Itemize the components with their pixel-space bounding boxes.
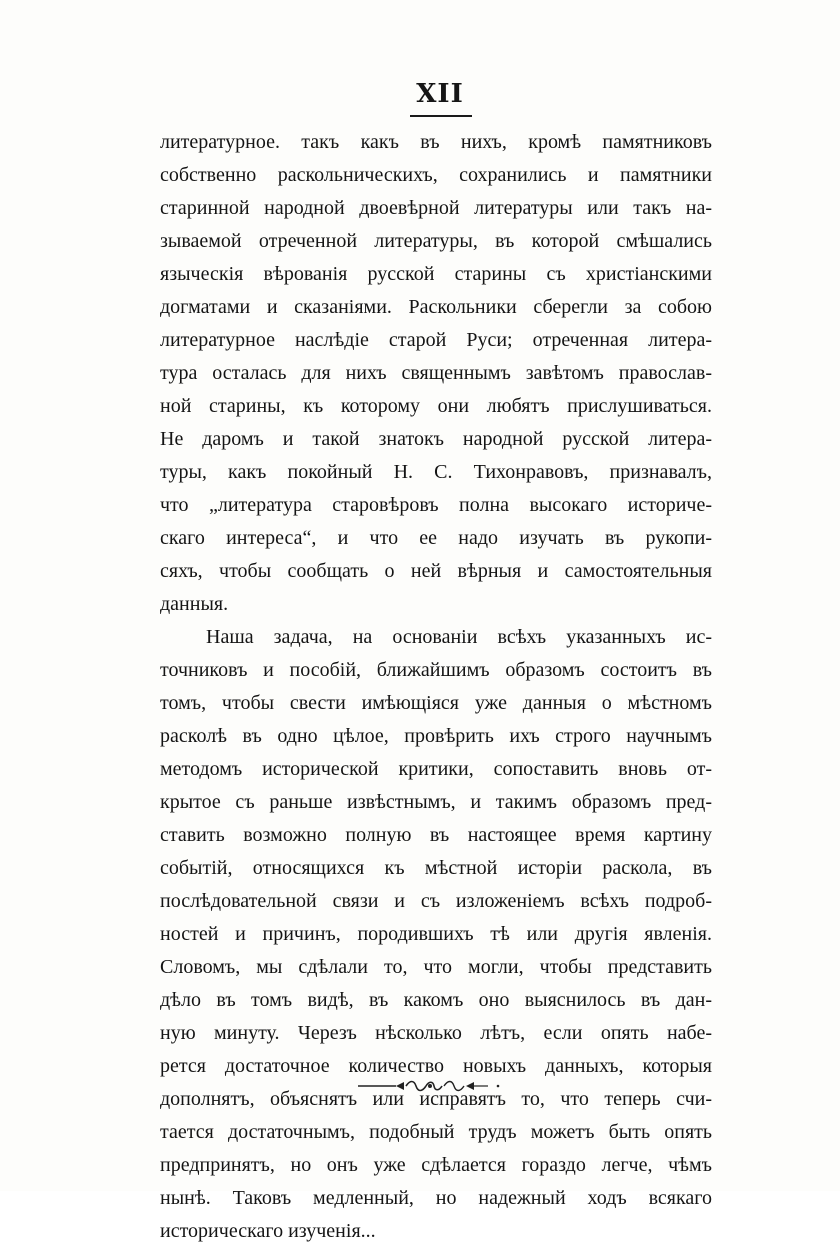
text-line: ставить возможно полную въ настоящее время картину bbox=[160, 824, 712, 846]
text-line: языческія вѣрованія русской старины съ христіанскими bbox=[160, 263, 712, 285]
text-line: томъ, чтобы свести имѣющіяся уже данныя о мѣстномъ bbox=[160, 692, 712, 714]
text-line: методомъ исторической критики, сопоставить вновь от- bbox=[160, 758, 712, 780]
text-line: дѣло въ томъ видѣ, въ какомъ оно выяснилось въ дан- bbox=[160, 989, 712, 1011]
text-line: историческаго изученія... bbox=[160, 1220, 376, 1242]
text-line: событій, относящихся къ мѣстной исторіи раскола, въ bbox=[160, 857, 712, 879]
text-line: расколѣ въ одно цѣлое, провѣрить ихъ строго научнымъ bbox=[160, 725, 712, 747]
text-line: Наша задача, на основаніи всѣхъ указанныхъ ис- bbox=[206, 626, 712, 648]
page-number-underline bbox=[410, 115, 472, 117]
paragraph bbox=[160, 126, 712, 621]
text-line: тается достаточнымъ, подобный трудъ можетъ быть опять bbox=[160, 1121, 712, 1143]
text-line: послѣдовательной связи и съ изложеніемъ всѣхъ подроб- bbox=[160, 890, 712, 912]
text-line: сяхъ, чтобы сообщать о ней вѣрныя и самостоятельныя bbox=[160, 560, 712, 582]
text-line: что „литература старовѣровъ полна высокаго историче- bbox=[160, 494, 712, 516]
text-line: собственно раскольническихъ, сохранились и памятники bbox=[160, 164, 712, 186]
text-line: Словомъ, мы сдѣлали то, что могли, чтобы представить bbox=[160, 956, 712, 978]
text-line: данныя. bbox=[160, 593, 229, 615]
text-line: ную минуту. Черезъ нѣсколько лѣтъ, если опять набе- bbox=[160, 1022, 712, 1044]
paragraph bbox=[160, 621, 712, 1248]
text-line: зываемой отреченной литературы, въ которой смѣшались bbox=[160, 230, 712, 252]
text-line: старинной народной двоевѣрной литературы или такъ на- bbox=[160, 197, 712, 219]
text-line: Не даромъ и такой знатокъ народной русской литера- bbox=[160, 428, 712, 450]
text-line: ной старины, къ которому они любятъ прислушиваться. bbox=[160, 395, 712, 417]
text-line: тура осталась для нихъ священнымъ завѣтомъ православ- bbox=[160, 362, 712, 384]
text-line: литературное наслѣдіе старой Руси; отреченная литера- bbox=[160, 329, 712, 351]
text-line: туры, какъ покойный Н. С. Тихонравовъ, признавалъ, bbox=[160, 461, 712, 483]
text-line: точниковъ и пособій, ближайшимъ образомъ состоитъ въ bbox=[160, 659, 712, 681]
text-line: крытое съ раньше извѣстнымъ, и такимъ образомъ пред- bbox=[160, 791, 712, 813]
text-line: скаго интереса“, и что ее надо изучать въ рукопи- bbox=[160, 527, 712, 549]
text-line: нынѣ. Таковъ медленный, но надежный ходъ всякаго bbox=[160, 1187, 712, 1209]
page-number: XII bbox=[416, 79, 464, 109]
text-line: ностей и причинъ, породившихъ тѣ или другія явленія. bbox=[160, 923, 712, 945]
tailpiece-ornament-icon bbox=[356, 1078, 504, 1094]
text-line: рется достаточное количество новыхъ данныхъ, которыя bbox=[160, 1055, 712, 1077]
text-line: предпринятъ, но онъ уже сдѣлается гораздо легче, чѣмъ bbox=[160, 1154, 712, 1176]
text-line: дополнятъ, объяснятъ или исправятъ то, что теперь счи- bbox=[160, 1088, 712, 1110]
text-line: литературное. такъ какъ въ нихъ, кромѣ памятниковъ bbox=[160, 131, 712, 153]
text-line: догматами и сказаніями. Раскольники сберегли за собою bbox=[160, 296, 712, 318]
